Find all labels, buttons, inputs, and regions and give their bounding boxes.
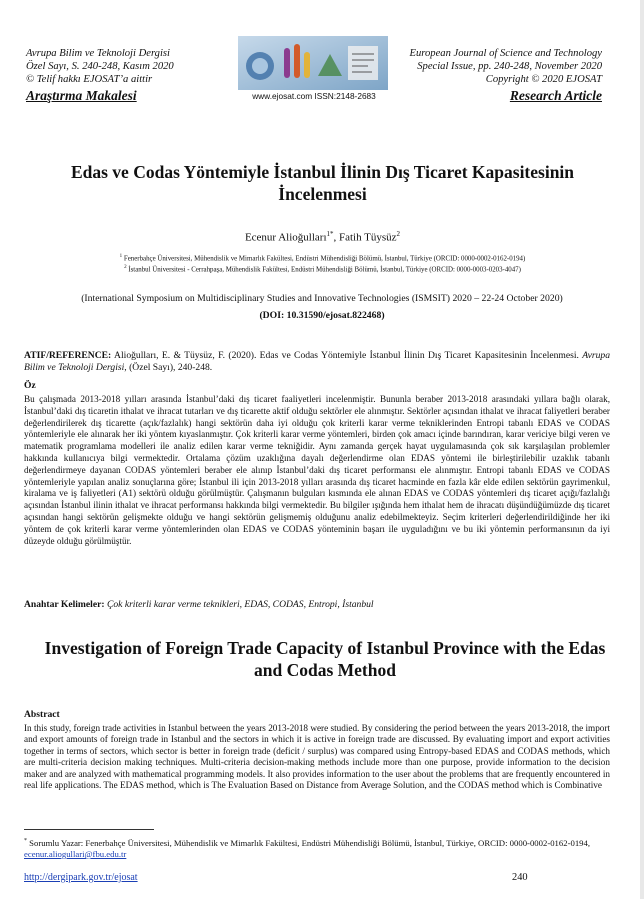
abstract-paragraph: In this study, foreign trade activities in Istanbul between the years 2013-2018 were studied. By considering the period between the years 2013-2018, the import and export amounts of foreign trade in Istanbul and the sectors in which it is active in foreign trade are discussed. By evaluating import and export activities together in terms of sectors, which sector is better in foreign trade (deficit / surplus) was compared using Entropy-based EDAS and CODAS methods, which are multi-criteria decision making techniques. Multi-criteria decision-making methods include more than one purpose, provide information to the decision maker and are analyzed with mathematical programming models. It also provides information to the user about the problems that are frequently encountered in real life applications. The EDAS method, which is The Evaluation Based on Distance from Average Solution, and the CODAS method which is Combinative bbox=[24, 723, 610, 791]
footnote-rule bbox=[24, 829, 154, 830]
author-separator: , bbox=[333, 231, 339, 244]
footnote bbox=[24, 836, 610, 860]
affiliation-mark: 1 bbox=[119, 254, 123, 259]
keywords-text: Çok kriterli karar verme teknikleri, EDAS, CODAS, Entropi, İstanbul bbox=[104, 599, 374, 610]
doi-text: (DOI: 10.31590/ejosat.822468) bbox=[259, 310, 385, 321]
article-type-tr: Araştırma Makalesi bbox=[26, 88, 137, 103]
viewer-edge bbox=[640, 0, 644, 899]
footnote-mark: * bbox=[24, 838, 27, 844]
header-right bbox=[352, 47, 602, 104]
page-number: 240 bbox=[512, 872, 528, 883]
article-type-en: Research Article bbox=[509, 88, 602, 103]
copyright-en: Copyright © 2020 EJOSAT bbox=[485, 74, 602, 85]
citation-block bbox=[24, 350, 610, 374]
keywords-label: Anahtar Kelimeler: bbox=[24, 599, 105, 610]
paper-title-tr: Edas ve Codas Yöntemiyle İstanbul İlinin Dış Ticaret Kapasitesinin İncelenmesi bbox=[70, 162, 575, 204]
affiliation-2 bbox=[40, 263, 605, 274]
doi bbox=[24, 310, 620, 321]
oz-paragraph: Bu çalışmada 2013-2018 yılları arasında İstanbul’daki dış ticaret faaliyetleri incelenmiştir. Bununla beraber 2013-2018 arasındaki yıllara bağlı olarak, İstanbul’daki dış ticaretin ithalat ve ihracat tutarları ve dış ticarette aktif olduğu sektörler ele alınmıştır. Sektörler açısından ithalat ve ihracat faliyetleri beraber değerlendirilerek dış ticarette (açık/fazlalık) hangi sektörün daha iyi olduğu çok kriterli karar verme tekniklerinden Entropi tabanlı EDAS ve CODAS yöntemleriyle ele alınarak her iki yöntem kıyaslanmıştır. Çok kriterli karar verme yöntemleri, birden çok amacı içinde barındıran, karar vericiye bilgi veren ve matematik programlama modelleri ile analiz edilen karar verme tekniğidir. Aynı zamanda gerçek hayat uygulamasında çok sık karşılaşılan problemler hakkında kullanıcıya bilgi vermektedir. Ortalama çözüm uzaklığına dayalı değerlendirme olan EDAS yöntemi ile birleştirilebilir uzaklık tabanlı değerlendirmeye dayanan CODAS yöntemleri beraber ele alınıp İstanbul’daki dış ticaret performansı ele alınmıştır. Entropi tabanlı EDAS ve CODAS yöntemleriyle yapılan analiz sonuçlarına göre; İstanbul ili için 2013-2018 yılları arasında dış ticaret hacminde en fazla kâr elde edilen sektörün gayrimenkul, kiralama ve iş faliyetleri (A1) sektörü olduğu görülmüştür. Çalışmanın bulguları kısmında ele alınan EDAS ve CODAS yöntemleri dış ticaret açığı/fazlalığı açısından İstanbul ilinin ithalat ve ihracat performansı hakkında bilgi vermektedir. Bu bilgiler ışığında hem ithalat hem de ihracatı düşündüğümüzde dış ticaret açısından hangi sektörün gelişmekte olduğu ve hangi sektörün gelişmemiş olduğunu analiz edebilmekteyiz. Seçim kriterleri değerlendirildiğinde her iki yöntem de çok kriterli karar verme yöntemlerinden olan EDAS ve CODAS yönteminin başarı ile uyguladığını ve bu iki yöntemin performansının da iyi düzeyde olduğu görülmüştür. bbox=[24, 394, 610, 546]
paper-title-en: Investigation of Foreign Trade Capacity of Istanbul Province with the Edas and Codas Method bbox=[44, 638, 606, 680]
abstract-heading: Abstract bbox=[24, 709, 60, 720]
author-name: Fatih Tüysüz bbox=[339, 231, 397, 244]
affiliation-text: İstanbul Üniversitesi - Cerrahpaşa, Mühendislik Fakültesi, Endüstri Mühendisliği Bölümü, İstanbul, Türkiye (ORCID: 0000-0003-0203-4047) bbox=[128, 266, 521, 274]
header-left bbox=[26, 47, 246, 104]
citation-journal: Avrupa Bilim ve Teknoloji Dergisi bbox=[24, 350, 610, 373]
journal-name-tr: Avrupa Bilim ve Teknoloji Dergisi bbox=[26, 48, 170, 59]
issue-info-tr: Özel Sayı, S. 240-248, Kasım 2020 bbox=[26, 61, 174, 72]
author-affiliation-mark: 1* bbox=[326, 230, 334, 238]
footnote-text: Sorumlu Yazar: Fenerbahçe Üniversitesi, Mühendislik ve Mimarlık Fakültesi, Endüstri Mühendisliği Bölümü, İstanbul, Türkiye, ORCID: 0000-0002-0162-0194, bbox=[27, 837, 591, 848]
citation-label: ATIF/REFERENCE: bbox=[24, 350, 112, 361]
copyright-tr: © Telif hakkı EJOSAT’a aittir bbox=[26, 74, 153, 85]
author-name: Ecenur Alioğulları bbox=[244, 231, 327, 244]
affiliation-text: Fenerbahçe Üniversitesi, Mühendislik ve Mimarlık Fakültesi, Endüstri Mühendisliği Bölümü, İstanbul, Türkiye (ORCID: 0000-0002-0162-0194) bbox=[123, 255, 526, 263]
conference-note: (International Symposium on Multidisciplinary Studies and Innovative Technologies (ISMSIT) 2020 – 22-24 October 2020) bbox=[81, 293, 563, 304]
issn-line: www.ejosat.com ISSN:2148-2683 bbox=[252, 91, 376, 101]
affiliation-1 bbox=[40, 252, 605, 263]
oz-heading: Öz bbox=[24, 380, 36, 391]
journal-name-en: European Journal of Science and Technology bbox=[409, 48, 602, 59]
affiliation-mark: 2 bbox=[124, 265, 127, 270]
author-list bbox=[40, 230, 605, 244]
keywords-tr bbox=[24, 599, 610, 610]
citation-text: Alioğulları, E. & Tüysüz, F. (2020). Edas ve Codas Yöntemiyle İstanbul İlinin Dış Ticaret Kapasitesinin İncelenmesi. bbox=[111, 350, 583, 361]
footer-url-link[interactable]: http://dergipark.gov.tr/ejosat bbox=[24, 872, 138, 883]
citation-tail: , (Özel Sayı), 240-248. bbox=[124, 362, 213, 373]
author-affiliation-mark: 2 bbox=[396, 230, 401, 238]
footnote-email-link[interactable]: ecenur.aliogullari@fbu.edu.tr bbox=[24, 848, 127, 859]
issue-info-en: Special Issue, pp. 240-248, November 2020 bbox=[417, 61, 602, 72]
